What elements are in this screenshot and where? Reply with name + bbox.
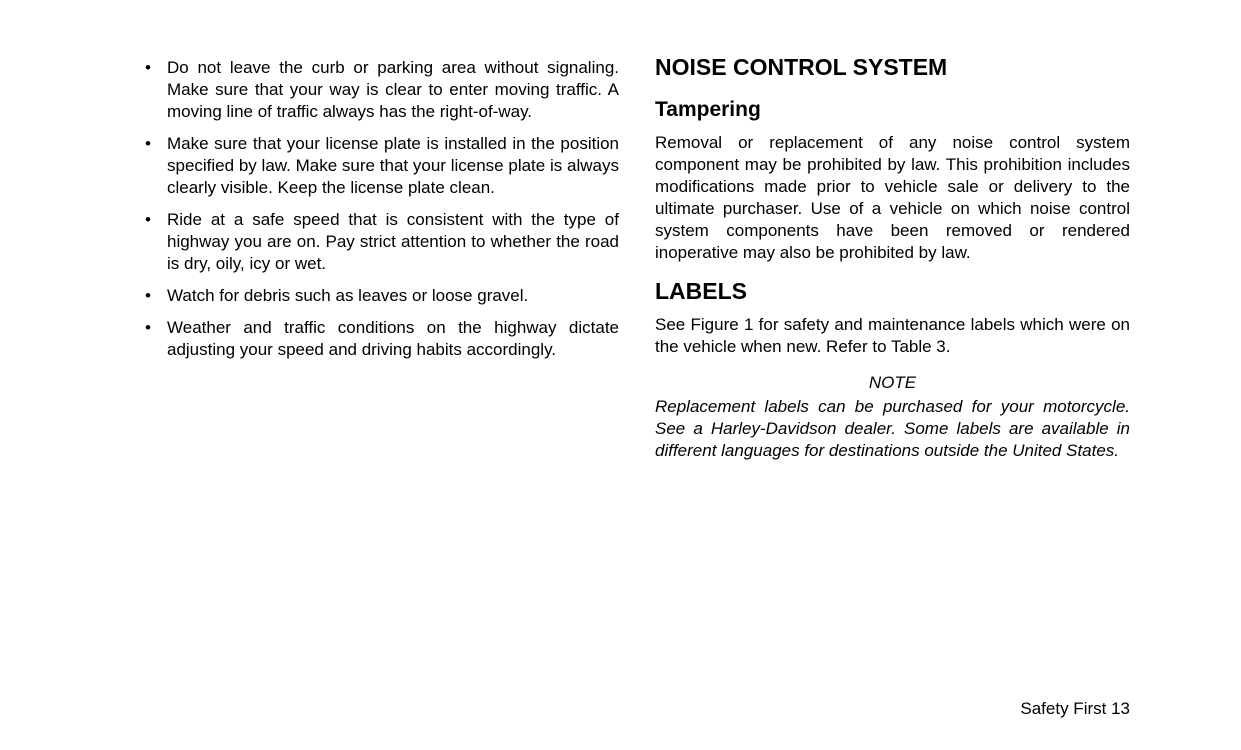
bullet-icon: • — [145, 134, 151, 153]
list-item — [143, 133, 619, 199]
list-item — [143, 285, 619, 307]
left-column — [143, 57, 619, 371]
noise-control-heading: NOISE CONTROL SYSTEM — [655, 54, 948, 80]
page-footer: Safety First 13 — [1020, 699, 1130, 718]
bullet-icon: • — [145, 318, 151, 337]
labels-paragraph: See Figure 1 for safety and maintenance labels which were on the vehicle when new. Refer to Table 3. — [655, 315, 1130, 356]
list-item-text: Weather and traffic conditions on the highway dictate adjusting your speed and driving habits accordingly. — [167, 318, 619, 359]
note-paragraph: Replacement labels can be purchased for your motorcycle. See a Harley-Davidson dealer. Some labels are available in different languages for destinations outside the United States. — [655, 397, 1130, 460]
bullet-icon: • — [145, 210, 151, 229]
list-item-text: Do not leave the curb or parking area without signaling. Make sure that your way is clear to enter moving traffic. A moving line of traffic always has the right-of-way. — [167, 58, 619, 121]
labels-heading: LABELS — [655, 278, 747, 304]
tampering-subheading: Tampering — [655, 98, 761, 121]
list-item-text: Make sure that your license plate is installed in the position specified by law. Make sure that your license plate is always clearly visible. Keep the license plate clean. — [167, 134, 619, 197]
list-item — [143, 209, 619, 275]
list-item-text: Ride at a safe speed that is consistent with the type of highway you are on. Pay strict attention to whether the road is dry, oily, icy or wet. — [167, 210, 619, 273]
bullet-icon: • — [145, 58, 151, 77]
note-title: NOTE — [868, 373, 917, 392]
tampering-paragraph: Removal or replacement of any noise control system component may be prohibited by law. This prohibition includes modifications made prior to vehicle sale or delivery to the ultimate purchaser. Use of a vehicle on which noise control system components have been removed or rendered inoperative may also be prohibited by law. — [655, 133, 1130, 262]
bullet-icon: • — [145, 286, 151, 305]
list-item — [143, 57, 619, 123]
right-column — [655, 52, 1130, 462]
list-item — [143, 317, 619, 361]
safety-bullet-list — [143, 57, 619, 361]
list-item-text: Watch for debris such as leaves or loose gravel. — [167, 286, 529, 305]
